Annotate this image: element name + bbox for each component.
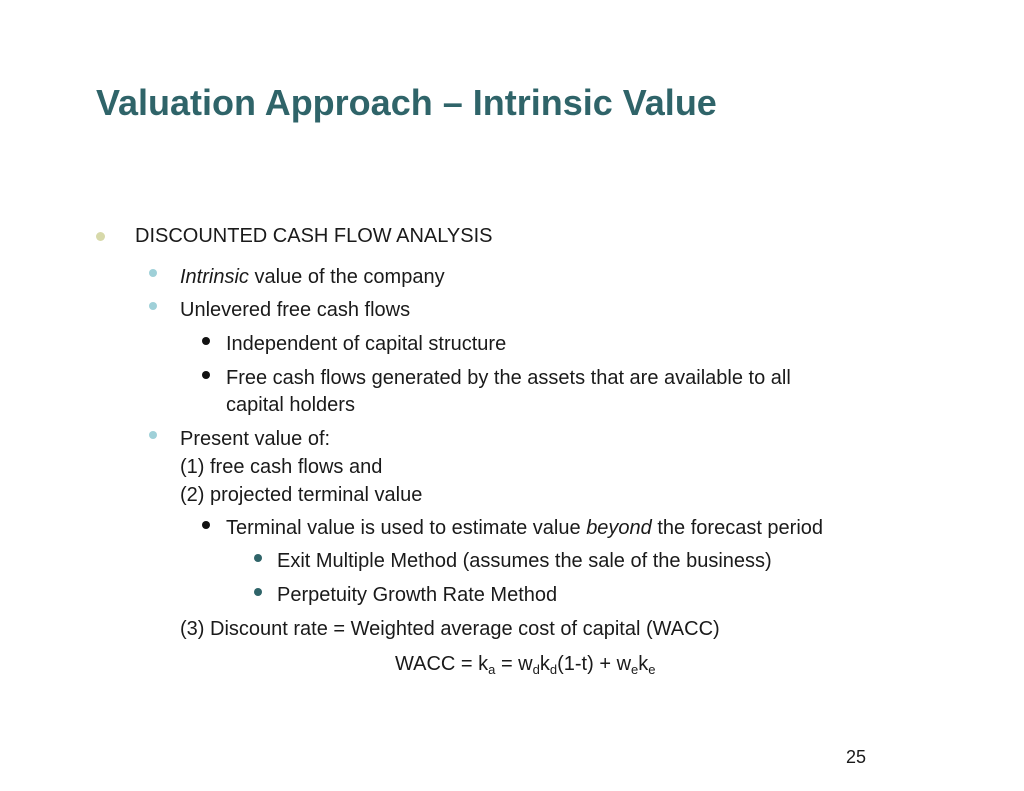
wacc-formula: [395, 650, 655, 678]
bullet-exit-multiple: Exit Multiple Method (assumes the sale of the business): [277, 550, 772, 572]
bullet-present-value: Present value of:: [180, 428, 331, 450]
intrinsic-rest: value of the company: [248, 266, 445, 288]
beyond-emphasis: beyond: [586, 517, 652, 539]
slide-title: Valuation Approach – Intrinsic Value: [96, 82, 717, 123]
formula-part: k: [638, 653, 649, 675]
bullet-terminal-value: [226, 514, 823, 542]
bullet-level2-icon: [149, 269, 157, 277]
page-number: 25: [846, 747, 867, 767]
bullet-perpetuity-growth: Perpetuity Growth Rate Method: [277, 584, 558, 606]
formula-subscript: e: [631, 662, 639, 677]
bullet-level1-icon: [96, 232, 105, 241]
present-value-item-2: (2) projected terminal value: [180, 484, 423, 506]
bullet-level3-icon: [202, 337, 210, 345]
terminal-value-before: Terminal value is used to estimate value: [226, 517, 587, 539]
bullet-level3-icon: [202, 521, 210, 529]
discount-rate-line: (3) Discount rate = Weighted average cost of capital (WACC): [180, 618, 720, 640]
formula-subscript: d: [549, 662, 558, 677]
bullet-dcf-analysis: DISCOUNTED CASH FLOW ANALYSIS: [135, 225, 493, 247]
formula-part: WACC = k: [395, 653, 489, 675]
intrinsic-emphasis: Intrinsic: [180, 266, 249, 288]
bullet-level2-icon: [149, 431, 157, 439]
bullet-level3-icon: [202, 371, 210, 379]
formula-part: = w: [495, 653, 533, 675]
bullet-independent-capital: Independent of capital structure: [226, 333, 507, 355]
formula-part: (1-t) + w: [557, 653, 632, 675]
formula-subscript: e: [648, 662, 656, 677]
bullet-level4-icon: [254, 588, 262, 596]
bullet-fcf-generated-cont: capital holders: [226, 394, 355, 416]
present-value-item-1: (1) free cash flows and: [180, 456, 383, 478]
bullet-intrinsic-value: [180, 263, 445, 291]
formula-subscript: d: [532, 662, 540, 677]
bullet-fcf-generated: Free cash flows generated by the assets that are available to all: [226, 367, 791, 389]
bullet-unlevered-fcf: Unlevered free cash flows: [180, 299, 411, 321]
bullet-level2-icon: [149, 302, 157, 310]
terminal-value-after: the forecast period: [651, 517, 824, 539]
bullet-level4-icon: [254, 554, 262, 562]
formula-part: k: [539, 653, 550, 675]
formula-subscript: a: [488, 662, 496, 677]
